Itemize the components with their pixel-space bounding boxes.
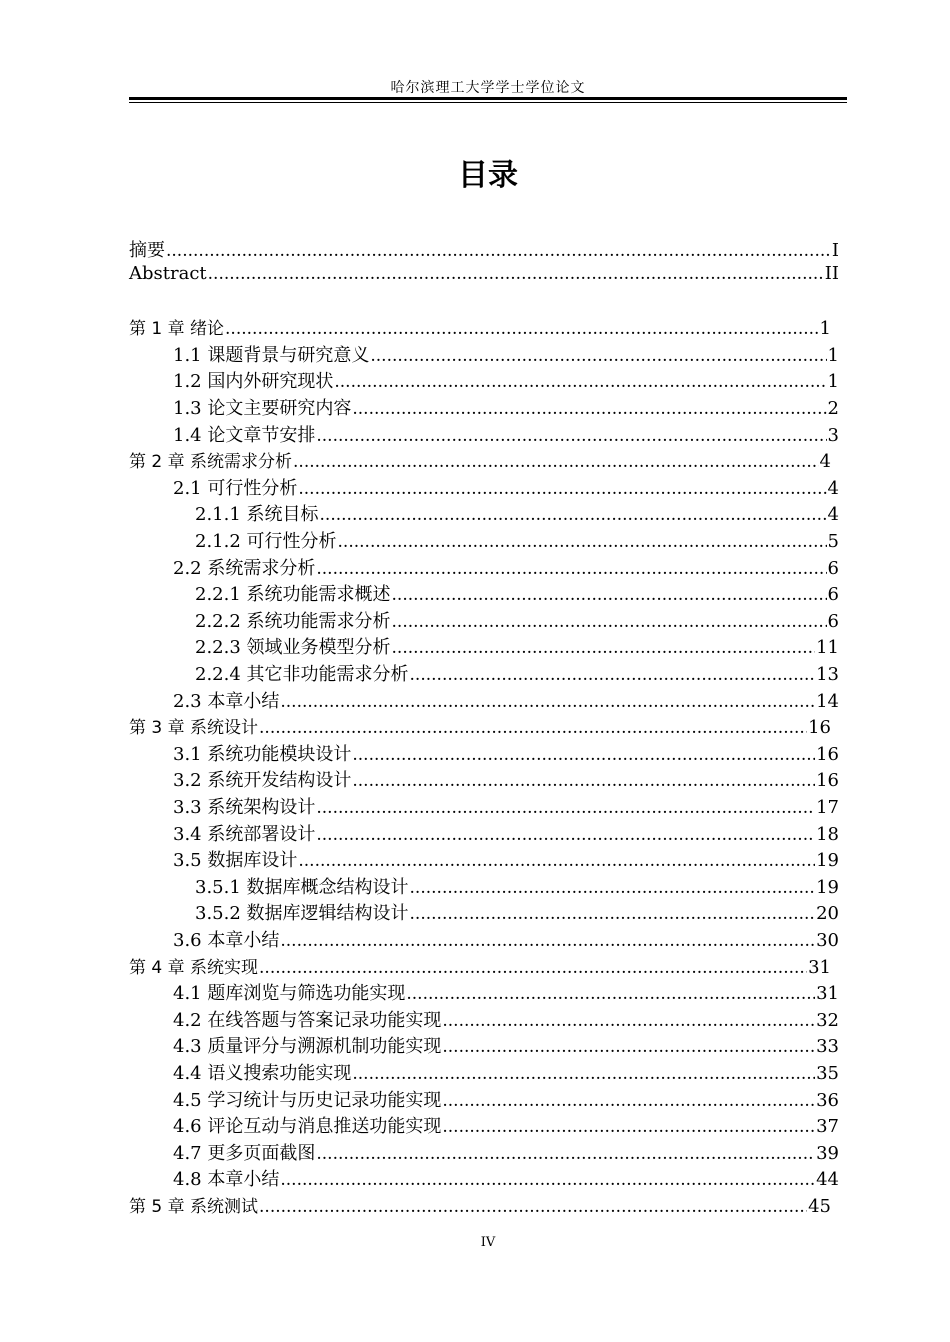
toc-chapter-entry[interactable]: [129, 953, 831, 979]
toc-dot-leader: [259, 1197, 807, 1217]
toc-entry-label: 4.8 本章小结: [173, 1169, 280, 1191]
toc-entry-page: 32: [816, 1009, 839, 1031]
toc-dot-leader: [352, 771, 815, 791]
toc-dot-leader: [410, 665, 816, 685]
toc-entry-page: 2: [827, 398, 839, 419]
toc-section-entry[interactable]: [173, 979, 839, 1005]
toc-section-entry[interactable]: [173, 341, 839, 367]
toc-entry-page: 19: [816, 850, 839, 872]
toc-section-entry[interactable]: [173, 846, 839, 872]
toc-dot-leader: [352, 745, 815, 765]
toc-entry-page: 44: [816, 1169, 839, 1191]
toc-section-entry[interactable]: [173, 367, 839, 393]
toc-dot-leader: [280, 931, 815, 951]
toc-entry-page: 5: [827, 531, 839, 552]
toc-entry-label: 2.2.3 领域业务模型分析: [195, 637, 391, 659]
toc-entry-label: 3.2 系统开发结构设计: [173, 770, 352, 792]
toc-entry-label: 第 1 章 绪论: [129, 319, 225, 340]
toc-entry-label: 第 5 章 系统测试: [129, 1197, 259, 1217]
toc-entry-label: 4.1 题库浏览与筛选功能实现: [173, 983, 406, 1005]
toc-entry-label: 4.2 在线答题与答案记录功能实现: [173, 1009, 442, 1031]
toc-dot-leader: [280, 692, 815, 712]
toc-entry-page: 36: [816, 1089, 839, 1111]
toc-dot-leader: [225, 319, 819, 339]
toc-entry-label: 1.1 课题背景与研究意义: [173, 344, 370, 366]
toc-entry-page: 4: [819, 451, 831, 473]
toc-section-entry[interactable]: [173, 687, 839, 713]
toc-dot-leader: [259, 718, 807, 738]
toc-dot-leader: [442, 1037, 815, 1057]
toc-entry-page: 13: [816, 664, 839, 685]
toc-dot-leader: [334, 372, 826, 392]
toc-entry-label: 3.3 系统架构设计: [173, 797, 316, 818]
toc-entry-label: 3.6 本章小结: [173, 930, 280, 951]
toc-section-entry[interactable]: [195, 580, 839, 606]
toc-section-entry[interactable]: [195, 500, 839, 526]
toc-section-entry[interactable]: [173, 394, 839, 420]
toc-section-entry[interactable]: [173, 820, 839, 846]
toc-entry-page: 4: [827, 477, 839, 499]
header-rule-thin: [129, 102, 847, 103]
toc-entry-page: 1: [827, 371, 839, 393]
toc-entry-page: 6: [827, 557, 839, 579]
toc-section-entry[interactable]: [173, 1139, 839, 1165]
toc-dot-leader: [316, 426, 826, 446]
toc-section-entry[interactable]: [195, 873, 839, 899]
toc-section-entry[interactable]: [173, 926, 839, 952]
toc-entry-label: 摘要: [129, 240, 165, 261]
toc-section-entry[interactable]: [195, 633, 839, 659]
toc-entry-label: 第 2 章 系统需求分析: [129, 452, 293, 473]
toc-dot-leader: [406, 984, 815, 1004]
toc-dot-leader: [352, 399, 826, 419]
toc-dot-leader: [293, 452, 819, 472]
toc-dot-leader: [166, 241, 831, 261]
toc-entry-label: 4.4 语义搜索功能实现: [173, 1063, 352, 1084]
toc-entry-label: 3.4 系统部署设计: [173, 823, 316, 845]
toc-entry-label: 4.7 更多页面截图: [173, 1142, 316, 1164]
toc-section-entry[interactable]: [173, 421, 839, 447]
toc-entry-page: 31: [808, 956, 831, 978]
toc-entry-label: 3.1 系统功能模块设计: [173, 743, 352, 765]
toc-entry-page: I: [831, 240, 839, 261]
toc-section-entry[interactable]: [173, 1112, 839, 1138]
toc-chapter-entry[interactable]: [129, 263, 839, 289]
toc-entry-label: 2.3 本章小结: [173, 690, 280, 712]
toc-dot-leader: [370, 346, 826, 366]
toc-section-entry[interactable]: [173, 766, 839, 792]
toc-dot-leader: [259, 958, 807, 978]
toc-dot-leader: [316, 1144, 815, 1164]
toc-entry-page: 33: [816, 1036, 839, 1058]
toc-entry-page: 1: [819, 318, 831, 340]
toc-entry-label: 1.3 论文主要研究内容: [173, 398, 352, 419]
toc-dot-leader: [442, 1091, 815, 1111]
toc-dot-leader: [320, 505, 827, 525]
toc-chapter-entry[interactable]: [129, 447, 831, 473]
toc-section-entry[interactable]: [173, 1165, 839, 1191]
toc-entry-label: 4.5 学习统计与历史记录功能实现: [173, 1089, 442, 1111]
toc-entry-label: Abstract: [129, 262, 207, 284]
toc-dot-leader: [316, 559, 826, 579]
toc-dot-leader: [208, 264, 824, 284]
toc-dot-leader: [316, 825, 815, 845]
page-number: IV: [480, 1235, 496, 1250]
toc-entry-page: 37: [816, 1116, 839, 1138]
toc-dot-leader: [298, 851, 815, 871]
page-title: 目录: [458, 158, 518, 193]
toc-dot-leader: [316, 798, 815, 818]
toc-dot-leader: [338, 532, 827, 552]
toc-entry-page: 14: [816, 690, 839, 712]
toc-section-entry[interactable]: [195, 660, 839, 686]
toc-entry-page: 11: [816, 637, 839, 659]
toc-entry-page: 16: [816, 743, 839, 765]
toc-entry-page: 6: [827, 610, 839, 632]
toc-dot-leader: [410, 904, 816, 924]
toc-entry-page: 20: [816, 903, 839, 925]
toc-section-entry[interactable]: [195, 899, 839, 925]
toc-entry-label: 2.1.1 系统目标: [195, 504, 319, 526]
toc-entry-label: 2.2 系统需求分析: [173, 557, 316, 579]
toc-entry-label: 2.1 可行性分析: [173, 477, 298, 499]
toc-section-entry[interactable]: [173, 474, 839, 500]
toc-section-entry[interactable]: [173, 740, 839, 766]
toc-entry-page: 3: [827, 424, 839, 446]
toc-entry-label: 3.5 数据库设计: [173, 850, 298, 872]
toc-entry-label: 1.2 国内外研究现状: [173, 371, 334, 393]
toc-chapter-entry[interactable]: [129, 713, 831, 739]
toc-entry-label: 2.2.2 系统功能需求分析: [195, 610, 391, 632]
toc-section-entry[interactable]: [173, 1086, 839, 1112]
toc-entry-page: 35: [816, 1063, 839, 1084]
toc-section-entry[interactable]: [173, 793, 839, 819]
toc-entry-page: 30: [816, 930, 839, 951]
toc-entry-page: 17: [816, 797, 839, 818]
toc-dot-leader: [352, 1064, 815, 1084]
running-header: 哈尔滨理工大学学士学位论文: [390, 80, 586, 96]
toc-entry-page: 39: [816, 1142, 839, 1164]
toc-section-entry[interactable]: [195, 607, 839, 633]
toc-section-entry[interactable]: [173, 1059, 839, 1085]
toc-entry-label: 第 3 章 系统设计: [129, 718, 259, 739]
toc-chapter-entry[interactable]: [129, 236, 839, 262]
toc-dot-leader: [280, 1170, 815, 1190]
toc-entry-page: 16: [808, 717, 831, 739]
toc-entry-label: 3.5.2 数据库逻辑结构设计: [195, 903, 409, 925]
toc-dot-leader: [410, 878, 816, 898]
toc-section-entry[interactable]: [173, 1006, 839, 1032]
header-rule-thick: [129, 97, 847, 100]
toc-section-entry[interactable]: [173, 1032, 839, 1058]
toc-dot-leader: [392, 612, 827, 632]
toc-dot-leader: [442, 1117, 815, 1137]
toc-section-entry[interactable]: [195, 527, 839, 553]
toc-dot-leader: [298, 479, 826, 499]
toc-entry-page: II: [824, 262, 839, 284]
toc-entry-label: 2.2.1 系统功能需求概述: [195, 584, 391, 606]
toc-entry-page: 18: [816, 823, 839, 845]
toc-dot-leader: [392, 638, 816, 658]
toc-dot-leader: [392, 585, 827, 605]
toc-entry-page: 45: [808, 1196, 831, 1217]
toc-section-entry[interactable]: [173, 554, 839, 580]
toc-entry-page: 19: [816, 876, 839, 898]
toc-entry-label: 4.6 评论互动与消息推送功能实现: [173, 1116, 442, 1138]
toc-dot-leader: [442, 1011, 815, 1031]
toc-entry-page: 16: [816, 770, 839, 792]
toc-entry-page: 1: [827, 344, 839, 366]
toc-entry-label: 第 4 章 系统实现: [129, 957, 259, 978]
toc-entry-page: 31: [816, 983, 839, 1005]
toc-entry-label: 3.5.1 数据库概念结构设计: [195, 876, 409, 898]
toc-entry-page: 4: [827, 504, 839, 526]
toc-entry-label: 4.3 质量评分与溯源机制功能实现: [173, 1036, 442, 1058]
toc-chapter-entry[interactable]: [129, 1192, 831, 1218]
toc-entry-label: 2.2.4 其它非功能需求分析: [195, 664, 409, 685]
toc-chapter-entry[interactable]: [129, 314, 831, 340]
toc-entry-label: 2.1.2 可行性分析: [195, 531, 337, 552]
toc-entry-page: 6: [827, 584, 839, 606]
toc-entry-label: 1.4 论文章节安排: [173, 424, 316, 446]
